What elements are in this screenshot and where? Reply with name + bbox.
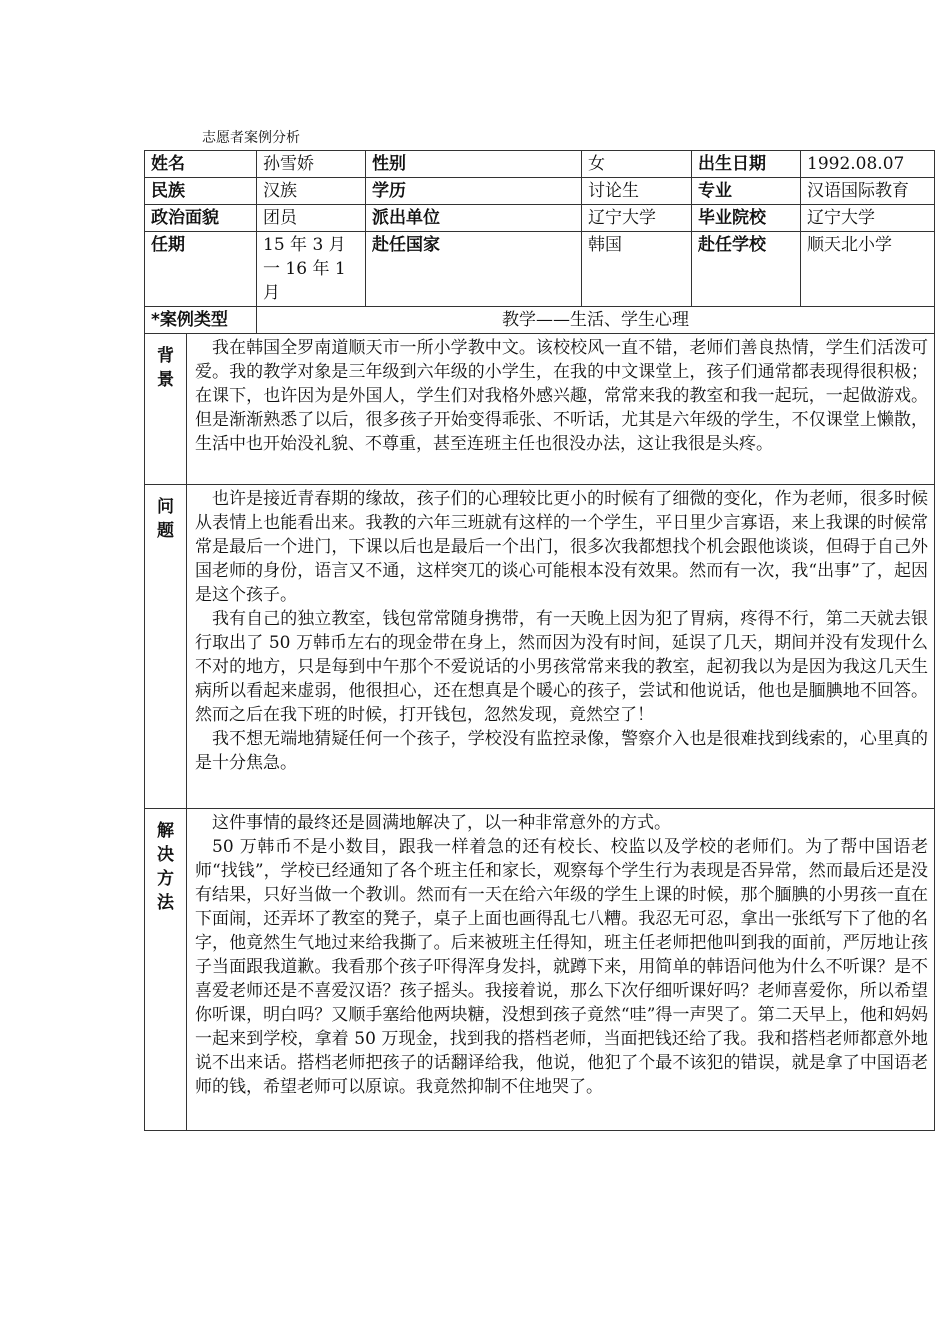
section-body bbox=[187, 334, 935, 485]
field-label: 性别 bbox=[366, 151, 582, 178]
field-label: 专业 bbox=[692, 178, 801, 205]
field-value: 团员 bbox=[257, 205, 366, 232]
section-problem bbox=[145, 485, 935, 809]
section-body bbox=[187, 809, 935, 1131]
section-heading: 问 题 bbox=[145, 485, 187, 809]
section-solution bbox=[145, 809, 935, 1131]
paragraph: 这件事情的最终还是圆满地解决了，以一种非常意外的方式。 bbox=[212, 813, 671, 833]
field-label: 毕业院校 bbox=[692, 205, 801, 232]
field-value: 辽宁大学 bbox=[801, 205, 935, 232]
volunteer-case-table bbox=[144, 150, 935, 1131]
paragraph: 我不想无端地猜疑任何一个孩子，学校没有监控录像，警察介入也是很难找到线索的，心里真的是十分焦急。 bbox=[195, 729, 928, 773]
paragraph: 也许是接近青春期的缘故，孩子们的心理较比更小的时候有了细微的变化，作为老师，很多时候从表情上也能看出来。我教的六年三班就有这样的一个学生，平日里少言寡语，来上我课的时候常常是最后一个进门，下课以后也是最后一个出门，很多次我都想找个机会跟他谈谈，但碍于自己外国老师的身份，语言又不通，这样突兀的谈心可能根本没有效果。然而有一次，我“出事”了，起因是这个孩子。 bbox=[195, 489, 928, 605]
field-value: 1992.08.07 bbox=[801, 151, 935, 178]
field-label: 赴任学校 bbox=[692, 232, 801, 307]
field-value: 汉族 bbox=[257, 178, 366, 205]
field-label: 赴任国家 bbox=[366, 232, 582, 307]
section-heading: 背 景 bbox=[145, 334, 187, 485]
section-heading: 解 决 方 法 bbox=[145, 809, 187, 1131]
field-label: 出生日期 bbox=[692, 151, 801, 178]
paragraph: 50 万韩币不是小数目，跟我一样着急的还有校长、校监以及学校的老师们。为了帮中国语老师“找钱”，学校已经通知了各个班主任和家长，观察每个学生行为表现是否异常，然而最后还是没有结果，只好当做一个教训。然而有一天在给六年级的学生上课的时候，那个腼腆的小男孩一直在下面闹，还弄坏了教室的凳子，桌子上面也画得乱七八糟。我忍无可忍，拿出一张纸写下了他的名字，他竟然生气地过来给我撕了。后来被班主任得知，班主任老师把他叫到我的面前，严厉地让孩子当面跟我道歉。我看那个孩子吓得浑身发抖，就蹲下来，用简单的韩语问他为什么不听课？是不喜爱老师还是不喜爱汉语？孩子摇头。我接着说，那么下次仔细听课好吗？老师喜爱你，所以希望你听课，明白吗？又顺手塞给他两块糖，没想到孩子竟然“哇”得一声哭了。第二天早上，他和妈妈一起来到学校，拿着 50 万现金，找到我的搭档老师，当面把钱还给了我。我和搭档老师都意外地说不出来话。搭档老师把孩子的话翻译给我，他说，他犯了个最不该犯的错误，就是拿了中国语老师的钱，希望老师可以原谅。我竟然抑制不住地哭了。 bbox=[195, 837, 928, 1097]
field-label: 姓名 bbox=[145, 151, 257, 178]
field-label: 民族 bbox=[145, 178, 257, 205]
info-row bbox=[145, 232, 935, 307]
case-type-value: 教学——生活、学生心理 bbox=[257, 307, 935, 334]
paragraph: 我有自己的独立教室，钱包常常随身携带，有一天晚上因为犯了胃病，疼得不行，第二天就去银行取出了 50 万韩币左右的现金带在身上，然而因为没有时间，延误了几天，期间并没有发现什么不对的地方，只是每到中午那个不爱说话的小男孩常常来我的教室，起初我以为是因为我这几天生病所以看起来虚弱，他很担心，还在想真是个暖心的孩子，尝试和他说话，他也是腼腆地不回答。然而之后在我下班的时候，打开钱包，忽然发现，竟然空了！ bbox=[195, 609, 928, 725]
document-title: 志愿者案例分析 bbox=[202, 130, 300, 146]
field-label: 学历 bbox=[366, 178, 582, 205]
field-value: 汉语国际教育 bbox=[801, 178, 935, 205]
case-type-label: *案例类型 bbox=[145, 307, 257, 334]
case-type-row bbox=[145, 307, 935, 334]
field-value: 女 bbox=[582, 151, 692, 178]
field-value: 15 年 3 月一 16 年 1 月 bbox=[257, 232, 366, 307]
field-value: 顺天北小学 bbox=[801, 232, 935, 307]
section-background bbox=[145, 334, 935, 485]
field-value: 韩国 bbox=[582, 232, 692, 307]
field-label: 政治面貌 bbox=[145, 205, 257, 232]
info-row bbox=[145, 178, 935, 205]
field-value: 孙雪娇 bbox=[257, 151, 366, 178]
field-value: 讨论生 bbox=[582, 178, 692, 205]
info-row bbox=[145, 205, 935, 232]
field-label: 任期 bbox=[145, 232, 257, 307]
info-row bbox=[145, 151, 935, 178]
section-body bbox=[187, 485, 935, 809]
field-value: 辽宁大学 bbox=[582, 205, 692, 232]
field-label: 派出单位 bbox=[366, 205, 582, 232]
paragraph: 我在韩国全罗南道顺天市一所小学教中文。该校校风一直不错，老师们善良热情，学生们活泼可爱。我的教学对象是三年级到六年级的小学生，在我的中文课堂上，孩子们通常都表现得很积极；在课下，也许因为是外国人，学生们对我格外感兴趣，常常来我的教室和我一起玩，一起做游戏。但是渐渐熟悉了以后，很多孩子开始变得乖张、不听话，尤其是六年级的学生，不仅课堂上懒散，生活中也开始没礼貌、不尊重，甚至连班主任也很没办法，这让我很是头疼。 bbox=[195, 338, 928, 454]
